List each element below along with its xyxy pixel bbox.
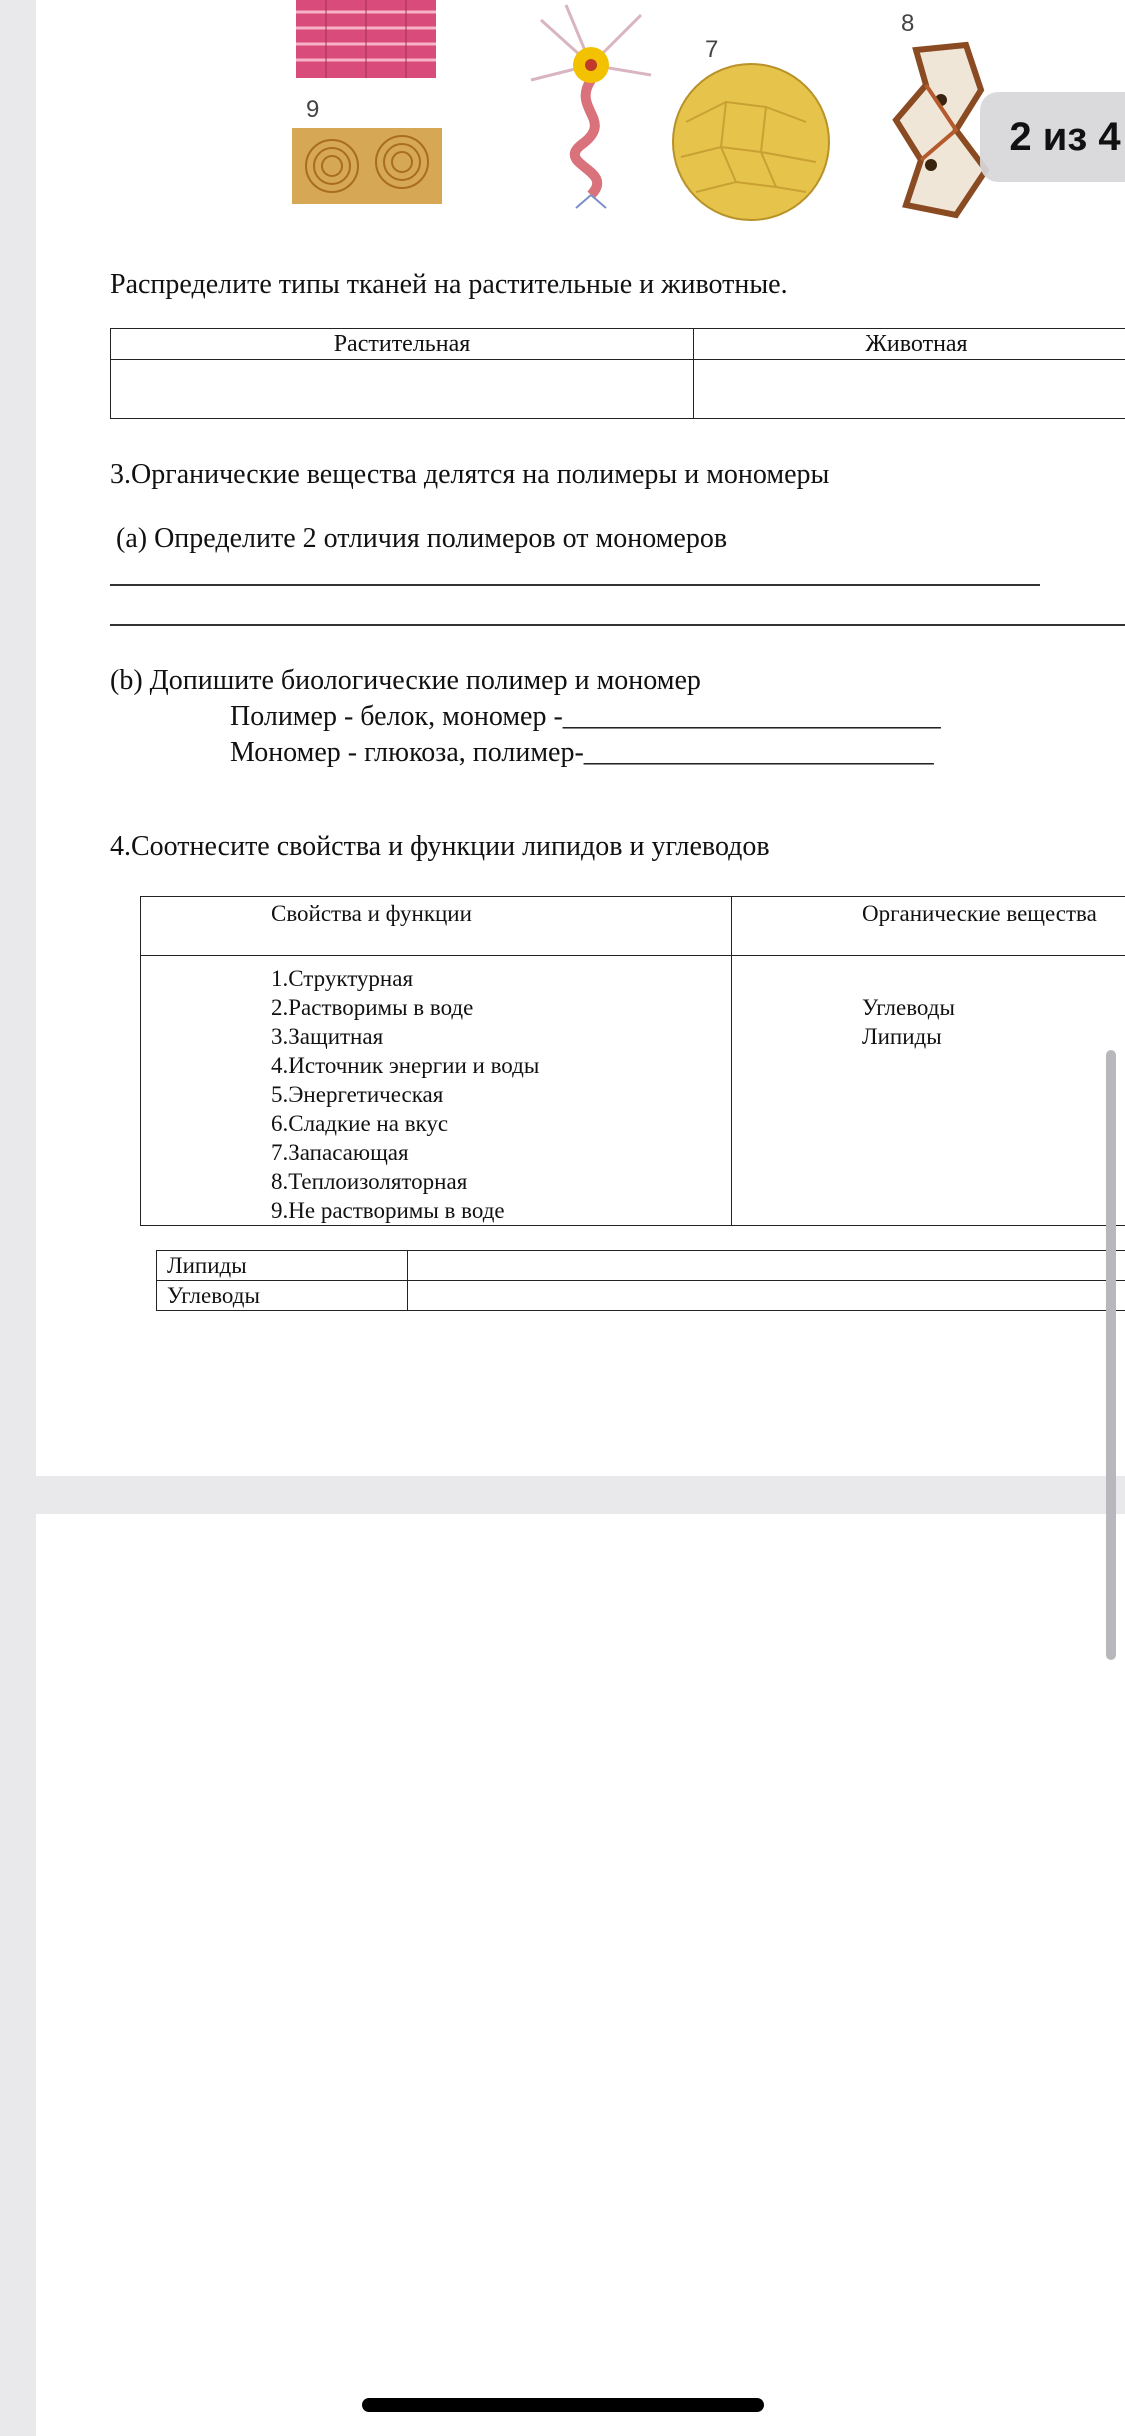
properties-table <box>140 896 1125 1226</box>
answer-row-label-carbohydrates: Углеводы <box>157 1281 408 1311</box>
property-item: 4.Источник энергии и воды <box>271 1053 540 1078</box>
question4-title: 4.Соотнесите свойства и функции липидов и углеводов <box>110 831 770 862</box>
answer-line-1[interactable] <box>110 584 1040 586</box>
property-item: 8.Теплоизоляторная <box>271 1169 468 1194</box>
properties-header: Свойства и функции <box>141 897 732 956</box>
property-item: 6.Сладкие на вкус <box>271 1111 449 1136</box>
answer-line-2[interactable] <box>110 624 1125 626</box>
muscle-tissue-figure <box>296 0 436 80</box>
question3-part-a: (a) Определите 2 отличия полимеров от мономеров <box>116 523 728 554</box>
substances-list <box>732 956 1125 1226</box>
substance-item-carbohydrates: Углеводы <box>862 995 955 1020</box>
substance-item-lipids: Липиды <box>862 1024 942 1049</box>
figure-label-7: 7 <box>705 36 719 63</box>
instruction-tissues: Распределите типы тканей на растительные и животные. <box>110 269 788 300</box>
properties-list <box>141 956 732 1226</box>
bone-compact-tissue-figure <box>292 128 442 204</box>
neuron-figure <box>521 0 661 210</box>
tissue-cell-plant[interactable] <box>111 360 694 419</box>
page-indicator-badge: 2 из 4 <box>980 92 1125 182</box>
property-item: 5.Энергетическая <box>271 1082 444 1107</box>
answer-cell-lipids[interactable] <box>408 1251 1125 1281</box>
tissue-header-plant: Растительная <box>111 329 694 360</box>
figure-label-8: 8 <box>901 10 915 37</box>
document-page-3 <box>36 1514 1125 2436</box>
figure-label-9: 9 <box>306 96 320 123</box>
scrollbar[interactable] <box>1106 1050 1116 1660</box>
question3-part-b: (b) Допишите биологические полимер и мономер <box>110 665 701 696</box>
answer-cell-carbohydrates[interactable] <box>408 1281 1125 1311</box>
polymer-line: Полимер - белок, мономер -___________________________ <box>230 701 941 732</box>
property-item: 1.Структурная <box>271 966 414 991</box>
tissue-table <box>110 328 1125 419</box>
answer-table <box>156 1250 1125 1311</box>
property-item: 7.Запасающая <box>271 1140 409 1165</box>
adipose-tissue-figure <box>666 62 836 222</box>
answer-row-label-lipids: Липиды <box>157 1251 408 1281</box>
home-indicator[interactable] <box>362 2398 764 2412</box>
property-item: 3.Защитная <box>271 1024 384 1049</box>
document-page-2 <box>36 0 1125 1476</box>
question3-title: 3.Органические вещества делятся на полимеры и мономеры <box>110 459 830 490</box>
tissue-cell-animal[interactable] <box>694 360 1125 419</box>
property-item: 2.Растворимы в воде <box>271 995 474 1020</box>
property-item: 9.Не растворимы в воде <box>271 1198 505 1223</box>
tissue-header-animal: Животная <box>694 329 1125 360</box>
monomer-line: Мономер - глюкоза, полимер-_________________________ <box>230 737 934 768</box>
substances-header: Органические вещества <box>732 897 1125 956</box>
